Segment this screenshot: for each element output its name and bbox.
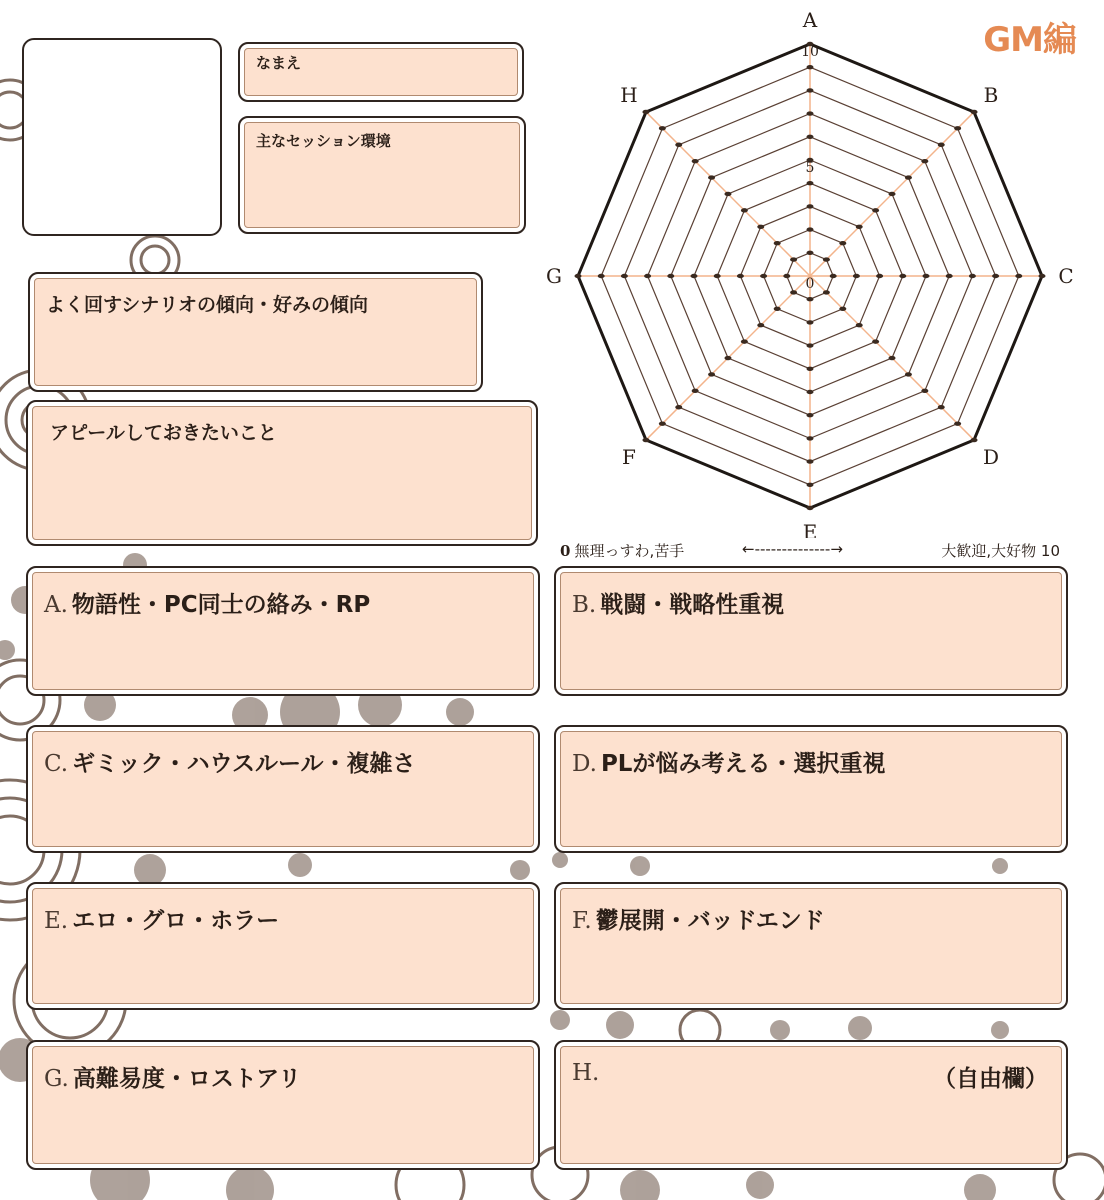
appeal-label: アピールしておきたいこと: [50, 422, 277, 444]
environment-label: 主なセッション環境: [256, 132, 391, 150]
radar-tick-c-7: [969, 274, 976, 278]
radar-tick-g-5: [691, 274, 698, 278]
radar-tick-b-5: [889, 192, 896, 196]
radar-axis-label-h: H: [620, 82, 638, 107]
radar-tick-f-4: [741, 339, 748, 343]
radar-tick-b-6: [905, 175, 912, 179]
radar-tick-h-10: [642, 110, 649, 114]
radar-tick-f-9: [659, 421, 666, 425]
radar-tick-b-1: [823, 257, 830, 261]
radar-axis-label-a: A: [802, 8, 818, 32]
photo-frame[interactable]: [22, 38, 222, 236]
radar-axis-label-c: C: [1058, 264, 1074, 288]
radar-tick-c-9: [1015, 274, 1022, 278]
radar-tick-d-9: [954, 421, 961, 425]
environment-field[interactable]: [238, 116, 526, 234]
radar-axis-label-e: E: [802, 520, 818, 538]
appeal-field[interactable]: [26, 400, 538, 546]
radar-scale-0: 0: [805, 276, 815, 292]
radar-tick-a-9: [807, 65, 814, 69]
radar-chart: [540, 8, 1100, 538]
radar-tick-g-3: [737, 274, 744, 278]
free-field-note: （自由欄）: [933, 1066, 1048, 1092]
radar-axis-label-g: G: [546, 264, 562, 288]
category-box-h[interactable]: [554, 1040, 1068, 1170]
scale-max: 大歓迎,大好物 10: [941, 542, 1060, 560]
name-label: なまえ: [256, 54, 302, 72]
radar-tick-h-7: [692, 159, 699, 163]
category-g-label: G. 高難易度・ロストアリ: [44, 1066, 302, 1092]
radar-tick-h-3: [757, 225, 764, 229]
radar-tick-e-3: [807, 343, 814, 347]
radar-tick-a-7: [807, 111, 814, 115]
radar-axis-label-f: F: [622, 445, 636, 470]
scale-min: 0 無理っすわ,苦手: [560, 542, 685, 560]
category-box-d[interactable]: [554, 725, 1068, 853]
radar-tick-d-10: [971, 438, 978, 442]
category-h-label: H.: [572, 1060, 600, 1086]
radar-tick-e-4: [807, 367, 814, 371]
radar-tick-e-7: [807, 436, 814, 440]
radar-tick-f-10: [642, 438, 649, 442]
radar-tick-h-1: [790, 257, 797, 261]
category-d-label: D. PLが悩み考える・選択重視: [572, 751, 886, 777]
radar-tick-c-2: [853, 274, 860, 278]
scale-legend: [560, 540, 1060, 562]
category-box-c[interactable]: [26, 725, 540, 853]
category-e-label: E. エロ・グロ・ホラー: [44, 908, 280, 934]
radar-tick-f-6: [708, 372, 715, 376]
category-b-label: B. 戦闘・戦略性重視: [572, 592, 785, 618]
radar-tick-d-5: [889, 356, 896, 360]
category-box-a[interactable]: [26, 566, 540, 696]
radar-tick-c-4: [899, 274, 906, 278]
category-f-label: F. 鬱展開・バッドエンド: [572, 908, 825, 934]
radar-tick-d-8: [938, 405, 945, 409]
radar-tick-b-2: [839, 241, 846, 245]
radar-axis-label-b: B: [983, 82, 999, 107]
radar-tick-g-8: [621, 274, 628, 278]
radar-tick-b-3: [856, 225, 863, 229]
radar-tick-h-9: [659, 126, 666, 130]
radar-tick-e-10: [807, 506, 814, 510]
radar-tick-f-3: [757, 323, 764, 327]
radar-tick-c-1: [830, 274, 837, 278]
radar-tick-b-4: [872, 208, 879, 212]
radar-tick-d-7: [921, 389, 928, 393]
radar-tick-h-5: [724, 192, 731, 196]
radar-tick-g-2: [760, 274, 767, 278]
radar-tick-e-8: [807, 459, 814, 463]
radar-tick-e-5: [807, 390, 814, 394]
radar-tick-g-9: [598, 274, 605, 278]
radar-tick-h-8: [675, 143, 682, 147]
category-box-e[interactable]: [26, 882, 540, 1010]
radar-tick-c-8: [992, 274, 999, 278]
radar-tick-d-2: [839, 307, 846, 311]
radar-tick-f-2: [774, 307, 781, 311]
radar-tick-e-2: [807, 320, 814, 324]
scenario-label: よく回すシナリオの傾向・好みの傾向: [46, 294, 369, 316]
radar-tick-f-8: [675, 405, 682, 409]
scale-arrow: ←--------------→: [742, 540, 843, 558]
radar-tick-d-1: [823, 290, 830, 294]
radar-tick-d-4: [872, 339, 879, 343]
radar-tick-g-1: [783, 274, 790, 278]
radar-tick-d-3: [856, 323, 863, 327]
radar-tick-b-9: [954, 126, 961, 130]
radar-tick-h-6: [708, 175, 715, 179]
radar-tick-a-6: [807, 135, 814, 139]
radar-tick-c-6: [946, 274, 953, 278]
category-a-label: A. 物語性・PC同士の絡み・RP: [44, 592, 371, 618]
radar-tick-d-6: [905, 372, 912, 376]
radar-tick-c-5: [923, 274, 930, 278]
radar-tick-g-7: [644, 274, 651, 278]
scenario-field[interactable]: [28, 272, 483, 392]
radar-axis-label-d: D: [982, 445, 1000, 470]
radar-tick-e-6: [807, 413, 814, 417]
radar-tick-e-1: [807, 297, 814, 301]
category-box-b[interactable]: [554, 566, 1068, 696]
radar-tick-c-3: [876, 274, 883, 278]
name-field[interactable]: [238, 42, 524, 102]
radar-scale-10: 10: [801, 44, 819, 60]
radar-tick-f-7: [692, 389, 699, 393]
category-c-label: C. ギミック・ハウスルール・複雑さ: [44, 751, 416, 777]
radar-scale-5: 5: [805, 160, 815, 176]
radar-tick-g-4: [714, 274, 721, 278]
gm-title: GM編: [983, 20, 1076, 60]
radar-tick-f-5: [724, 356, 731, 360]
category-box-g[interactable]: [26, 1040, 540, 1170]
radar-tick-a-4: [807, 181, 814, 185]
radar-tick-a-8: [807, 88, 814, 92]
radar-tick-b-8: [938, 143, 945, 147]
radar-tick-a-1: [807, 251, 814, 255]
radar-tick-b-7: [921, 159, 928, 163]
radar-tick-c-10: [1039, 274, 1046, 278]
radar-tick-f-1: [790, 290, 797, 294]
radar-tick-a-3: [807, 204, 814, 208]
radar-tick-b-10: [971, 110, 978, 114]
radar-tick-g-6: [667, 274, 674, 278]
radar-tick-g-10: [575, 274, 582, 278]
category-box-f[interactable]: [554, 882, 1068, 1010]
radar-tick-e-9: [807, 483, 814, 487]
radar-tick-h-4: [741, 208, 748, 212]
radar-tick-a-2: [807, 227, 814, 231]
radar-tick-h-2: [774, 241, 781, 245]
